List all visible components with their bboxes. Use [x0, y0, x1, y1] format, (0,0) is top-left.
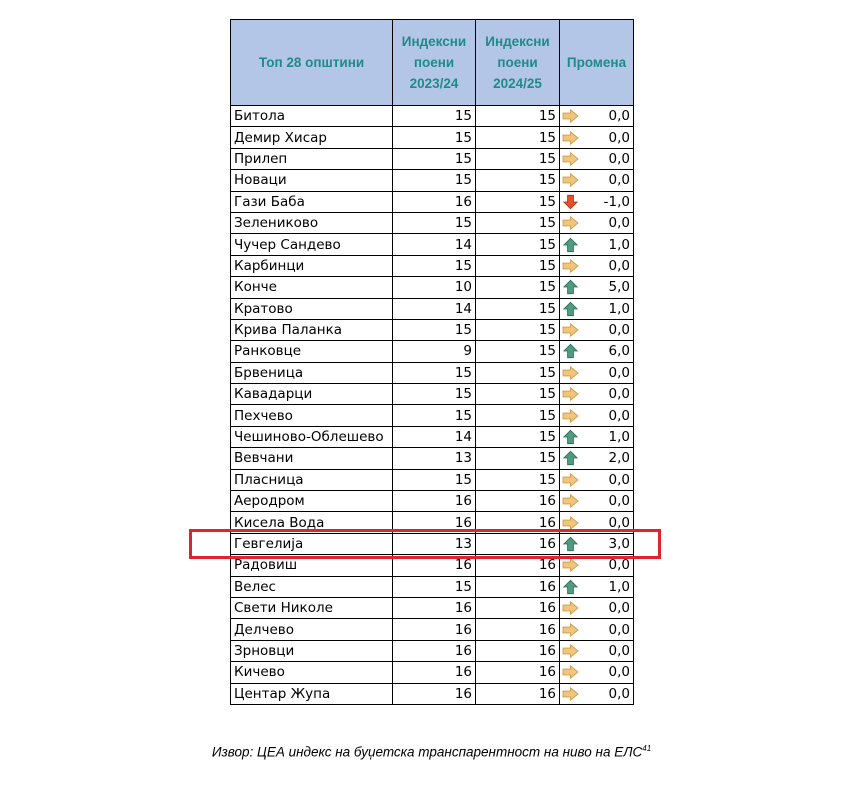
up-arrow-icon: [562, 344, 579, 359]
municipality-name: Аеродром: [231, 491, 393, 512]
points-2024-25: 15: [476, 426, 560, 447]
change-value: 0,0: [608, 514, 630, 531]
table-row: [231, 405, 634, 426]
right-arrow-icon: [562, 686, 579, 701]
up-arrow-icon: [562, 301, 579, 316]
right-arrow-icon: [562, 109, 579, 124]
right-arrow-icon: [562, 130, 579, 145]
change-cell: [560, 362, 634, 383]
change-value: 1,0: [608, 236, 630, 253]
municipalities-table: [230, 19, 634, 705]
points-2024-25: 15: [476, 170, 560, 191]
change-cell: [560, 640, 634, 661]
change-value: 1,0: [608, 300, 630, 317]
municipality-name: Кичево: [231, 662, 393, 683]
points-2023-24: 15: [393, 170, 476, 191]
change-cell: [560, 405, 634, 426]
points-2023-24: 16: [393, 597, 476, 618]
table-row: [231, 298, 634, 319]
points-2024-25: 15: [476, 277, 560, 298]
points-2024-25: 15: [476, 341, 560, 362]
change-value: 0,0: [608, 557, 630, 574]
municipality-name: Кавадарци: [231, 384, 393, 405]
table-row: [231, 341, 634, 362]
points-2023-24: 16: [393, 662, 476, 683]
table-row: [231, 491, 634, 512]
change-value: 0,0: [608, 150, 630, 167]
points-2023-24: 15: [393, 255, 476, 276]
points-2024-25: 15: [476, 148, 560, 169]
change-cell: [560, 341, 634, 362]
change-cell: [560, 576, 634, 597]
up-arrow-icon: [562, 237, 579, 252]
points-2024-25: 16: [476, 597, 560, 618]
change-cell: [560, 298, 634, 319]
table-row: [231, 662, 634, 683]
municipality-name: Кисела Вода: [231, 512, 393, 533]
points-2024-25: 16: [476, 491, 560, 512]
points-2023-24: 15: [393, 405, 476, 426]
change-value: 1,0: [608, 578, 630, 595]
right-arrow-icon: [562, 601, 579, 616]
right-arrow-icon: [562, 558, 579, 573]
points-2024-25: 15: [476, 127, 560, 148]
municipality-name: Делчево: [231, 619, 393, 640]
change-value: 5,0: [608, 279, 630, 296]
right-arrow-icon: [562, 515, 579, 530]
points-2023-24: 15: [393, 469, 476, 490]
right-arrow-icon: [562, 173, 579, 188]
points-2023-24: 15: [393, 127, 476, 148]
change-value: 0,0: [608, 172, 630, 189]
table-header-row: [231, 20, 634, 106]
change-value: 0,0: [608, 642, 630, 659]
change-value: -1,0: [603, 193, 630, 210]
right-arrow-icon: [562, 216, 579, 231]
municipality-name: Кратово: [231, 298, 393, 319]
change-cell: [560, 683, 634, 704]
up-arrow-icon: [562, 579, 579, 594]
down-arrow-icon: [562, 194, 579, 209]
change-value: 0,0: [608, 364, 630, 381]
up-arrow-icon: [562, 430, 579, 445]
municipality-name: Чешиново-Облешево: [231, 426, 393, 447]
right-arrow-icon: [562, 494, 579, 509]
right-arrow-icon: [562, 365, 579, 380]
change-cell: [560, 212, 634, 233]
points-2024-25: 16: [476, 640, 560, 661]
municipality-name: Гевгелија: [231, 533, 393, 554]
municipality-name: Ранковце: [231, 341, 393, 362]
change-value: 0,0: [608, 215, 630, 232]
points-2023-24: 15: [393, 362, 476, 383]
change-value: 0,0: [608, 471, 630, 488]
table-row: [231, 576, 634, 597]
municipality-name: Зрновци: [231, 640, 393, 661]
table-row: [231, 234, 634, 255]
table-row: [231, 384, 634, 405]
points-2024-25: 15: [476, 469, 560, 490]
points-2024-25: 15: [476, 298, 560, 319]
municipality-name: Битола: [231, 106, 393, 127]
change-value: 0,0: [608, 322, 630, 339]
caption-text: Извор: ЦЕА индекс на буџетска транспарентност на ниво на ЕЛС: [211, 744, 643, 760]
points-2024-25: 16: [476, 576, 560, 597]
points-2023-24: 13: [393, 448, 476, 469]
points-2024-25: 16: [476, 555, 560, 576]
change-value: 0,0: [608, 257, 630, 274]
municipality-name: Новаци: [231, 170, 393, 191]
footnote-ref: 41: [642, 744, 652, 753]
municipality-name: Пласница: [231, 469, 393, 490]
table-row: [231, 448, 634, 469]
points-2024-25: 15: [476, 362, 560, 383]
right-arrow-icon: [562, 622, 579, 637]
change-value: 6,0: [608, 343, 630, 360]
points-2023-24: 15: [393, 106, 476, 127]
points-2023-24: 9: [393, 341, 476, 362]
change-cell: [560, 662, 634, 683]
change-value: 0,0: [608, 386, 630, 403]
municipality-name: Велес: [231, 576, 393, 597]
right-arrow-icon: [562, 472, 579, 487]
right-arrow-icon: [562, 323, 579, 338]
points-2023-24: 16: [393, 512, 476, 533]
points-2024-25: 15: [476, 405, 560, 426]
change-value: 0,0: [608, 108, 630, 125]
change-cell: [560, 148, 634, 169]
points-2024-25: 16: [476, 533, 560, 554]
header-points-2023-24: Индексни поени 2023/24: [393, 20, 476, 106]
points-2024-25: 16: [476, 619, 560, 640]
municipality-name: Карбинци: [231, 255, 393, 276]
points-2023-24: 16: [393, 491, 476, 512]
municipality-name: Прилеп: [231, 148, 393, 169]
right-arrow-icon: [562, 151, 579, 166]
table-row: [231, 619, 634, 640]
points-2023-24: 16: [393, 191, 476, 212]
municipality-name: Чучер Сандево: [231, 234, 393, 255]
change-cell: [560, 191, 634, 212]
up-arrow-icon: [562, 280, 579, 295]
change-value: 0,0: [608, 685, 630, 702]
change-cell: [560, 597, 634, 618]
table-row: [231, 127, 634, 148]
change-cell: [560, 384, 634, 405]
change-value: 0,0: [608, 621, 630, 638]
municipality-name: Конче: [231, 277, 393, 298]
right-arrow-icon: [562, 665, 579, 680]
table-row: [231, 319, 634, 340]
points-2024-25: 16: [476, 512, 560, 533]
points-2024-25: 15: [476, 212, 560, 233]
change-value: 3,0: [608, 536, 630, 552]
table-row: [231, 362, 634, 383]
change-cell: [560, 469, 634, 490]
right-arrow-icon: [562, 643, 579, 658]
change-value: 0,0: [608, 600, 630, 617]
points-2023-24: 14: [393, 234, 476, 255]
municipality-name: Пехчево: [231, 405, 393, 426]
points-2024-25: 15: [476, 255, 560, 276]
municipality-name: Радовиш: [231, 555, 393, 576]
change-cell: [560, 106, 634, 127]
points-2024-25: 16: [476, 683, 560, 704]
points-2024-25: 15: [476, 448, 560, 469]
table-row: [231, 683, 634, 704]
up-arrow-icon: [562, 451, 579, 466]
points-2024-25: 15: [476, 384, 560, 405]
header-change: Промена: [560, 20, 634, 106]
table-row: [231, 191, 634, 212]
points-2023-24: 15: [393, 384, 476, 405]
points-2023-24: 14: [393, 426, 476, 447]
change-cell: [560, 426, 634, 447]
change-cell: [560, 448, 634, 469]
points-2023-24: 10: [393, 277, 476, 298]
municipality-name: Гази Баба: [231, 191, 393, 212]
change-value: 0,0: [608, 493, 630, 510]
municipality-name: Брвеница: [231, 362, 393, 383]
municipality-name: Свети Николе: [231, 597, 393, 618]
table-row: [231, 212, 634, 233]
points-2024-25: 15: [476, 106, 560, 127]
points-2023-24: 15: [393, 148, 476, 169]
right-arrow-icon: [562, 387, 579, 402]
points-2023-24: 14: [393, 298, 476, 319]
change-value: 0,0: [608, 664, 630, 681]
municipality-name: Центар Жупа: [231, 683, 393, 704]
change-cell: [560, 127, 634, 148]
change-cell: [560, 277, 634, 298]
change-cell: [560, 255, 634, 276]
table-row: [231, 277, 634, 298]
table-row: [231, 170, 634, 191]
points-2023-24: 16: [393, 619, 476, 640]
change-value: 2,0: [608, 450, 630, 467]
change-value: 0,0: [608, 407, 630, 424]
table-row: [231, 469, 634, 490]
points-2023-24: 15: [393, 212, 476, 233]
change-cell: [560, 619, 634, 640]
change-cell: [560, 319, 634, 340]
points-2024-25: 15: [476, 319, 560, 340]
table-body: [231, 106, 634, 705]
table-row: [231, 597, 634, 618]
points-2023-24: 15: [393, 319, 476, 340]
change-cell: [560, 491, 634, 512]
table-row: [231, 640, 634, 661]
points-2024-25: 15: [476, 234, 560, 255]
right-arrow-icon: [562, 408, 579, 423]
change-value: 1,0: [608, 429, 630, 446]
change-cell: [560, 170, 634, 191]
header-points-2024-25: Индексни поени 2024/25: [476, 20, 560, 106]
right-arrow-icon: [562, 258, 579, 273]
table-row: [231, 426, 634, 447]
highlight-box: [189, 529, 661, 558]
header-municipality: Топ 28 општини: [231, 20, 393, 106]
source-caption: [0, 744, 863, 760]
municipality-name: Зелениково: [231, 212, 393, 233]
table-row: [231, 148, 634, 169]
table-row: [231, 255, 634, 276]
points-2023-24: 16: [393, 683, 476, 704]
change-value: 0,0: [608, 129, 630, 146]
table-row: [231, 106, 634, 127]
points-2024-25: 15: [476, 191, 560, 212]
municipality-name: Вевчани: [231, 448, 393, 469]
points-2023-24: 16: [393, 555, 476, 576]
points-2023-24: 15: [393, 576, 476, 597]
points-2024-25: 16: [476, 662, 560, 683]
change-cell: [560, 234, 634, 255]
municipality-name: Демир Хисар: [231, 127, 393, 148]
points-2023-24: 16: [393, 640, 476, 661]
points-2023-24: 13: [393, 533, 476, 554]
municipality-name: Крива Паланка: [231, 319, 393, 340]
